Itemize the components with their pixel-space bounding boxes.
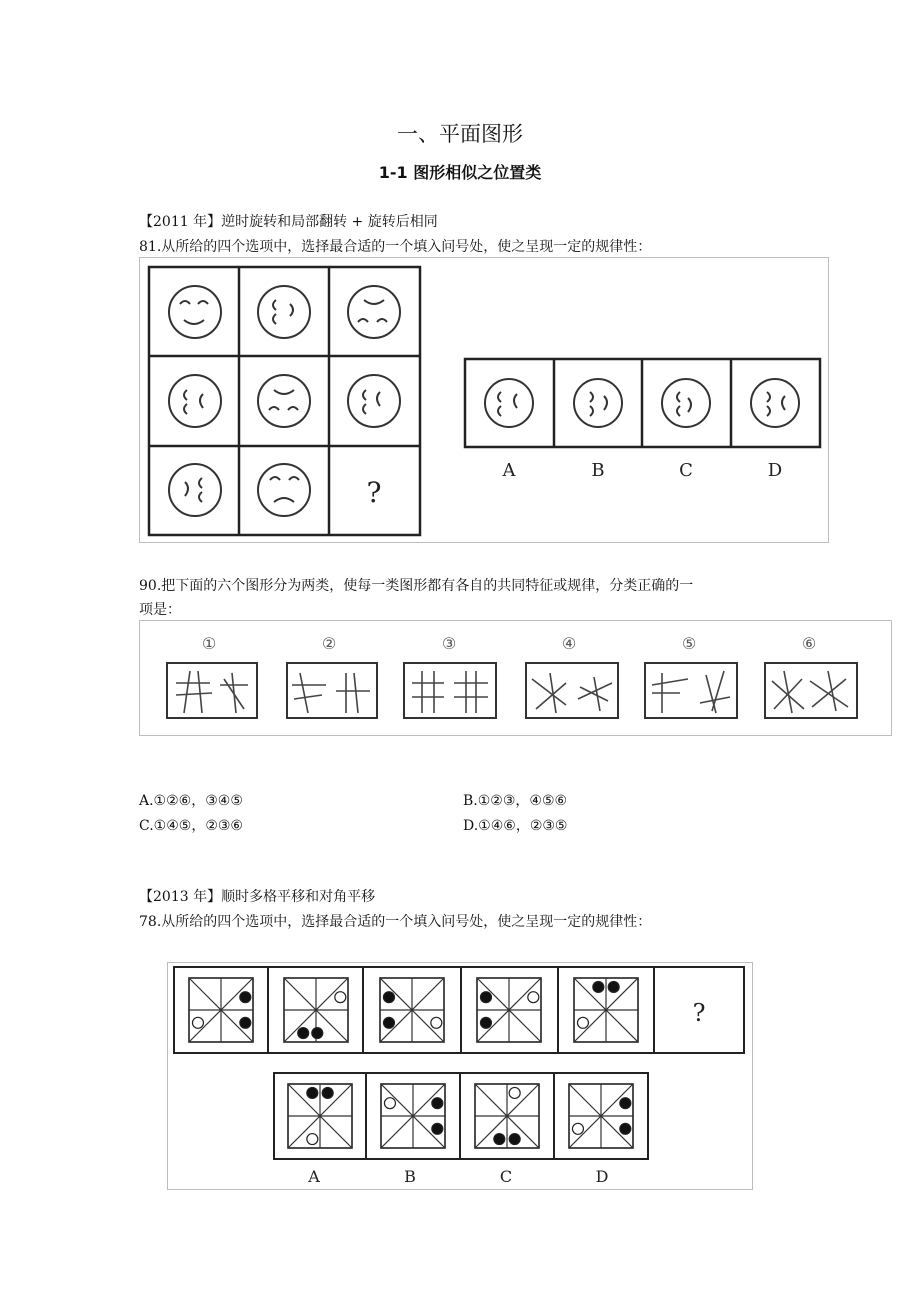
figure-4 [526, 663, 618, 718]
face-frown [258, 375, 310, 427]
face-smile [169, 286, 221, 338]
q81-question-mark: ? [366, 476, 382, 509]
option-b-face[interactable] [574, 379, 622, 427]
q78-label-d: D [595, 1167, 609, 1186]
option-cell[interactable] [475, 1084, 539, 1148]
q78-figure [167, 962, 753, 1190]
q81-label-d: D [767, 460, 783, 481]
face-side [258, 286, 310, 338]
q90-figure [139, 620, 892, 736]
option-d-face[interactable] [751, 379, 799, 427]
face-frown [348, 286, 400, 338]
sequence-cell [380, 978, 444, 1042]
option-cell[interactable] [381, 1084, 445, 1148]
fig-num-6: ⑥ [801, 634, 817, 653]
q90-option-c[interactable]: C.①④⑤，②③⑥ [139, 818, 243, 834]
q81-figure [139, 257, 829, 543]
q78-svg [168, 963, 752, 1189]
question-78-text: 78.从所给的四个选项中，选择最合适的一个填入问号处，使之呈现一定的规律性： [139, 914, 652, 930]
q78-question-mark: ? [692, 999, 706, 1027]
section-subtitle: 1-1 图形相似之位置类 [378, 163, 542, 182]
option-a-face[interactable] [485, 379, 533, 427]
sequence-cell [284, 978, 348, 1042]
figure-6 [765, 663, 857, 718]
q90-option-d[interactable]: D.①④⑥，②③⑤ [463, 818, 568, 834]
question-90-line1: 90.把下面的六个图形分为两类，使每一类图形都有各自的共同特征或规律，分类正确的一 [139, 578, 694, 594]
q78-label-b: B [404, 1167, 416, 1186]
face-side [169, 464, 221, 516]
sequence-cell [189, 978, 253, 1042]
figure-1 [167, 663, 257, 718]
option-cell[interactable] [288, 1084, 352, 1148]
fig-num-4: ④ [561, 634, 577, 653]
face-side [348, 375, 400, 427]
q81-svg [140, 258, 828, 542]
q90-svg [140, 621, 891, 735]
q90-option-a[interactable]: A.①②⑥，③④⑤ [139, 793, 243, 809]
q78-sequence-row [174, 967, 744, 1053]
q81-label-c: C [679, 460, 693, 481]
page-title: 一、平面图形 [397, 122, 523, 146]
figure-3 [404, 663, 496, 718]
option-c-face[interactable] [662, 379, 710, 427]
sequence-cell [574, 978, 638, 1042]
tag-2013: 【2013 年】顺时多格平移和对角平移 [139, 889, 376, 905]
fig-num-3: ③ [441, 634, 457, 653]
q90-option-b[interactable]: B.①②③，④⑤⑥ [463, 793, 568, 809]
fig-num-2: ② [321, 634, 337, 653]
face-frown [258, 464, 310, 516]
question-90-line2: 项是： [139, 602, 181, 618]
question-81-text: 81.从所给的四个选项中，选择最合适的一个填入问号处，使之呈现一定的规律性： [139, 239, 652, 255]
sequence-cell [477, 978, 541, 1042]
face-side [169, 375, 221, 427]
q78-label-c: C [499, 1167, 513, 1186]
q81-label-a: A [502, 460, 516, 481]
fig-num-5: ⑤ [681, 634, 697, 653]
fig-num-1: ① [201, 634, 217, 653]
q78-label-a: A [308, 1167, 320, 1186]
option-cell[interactable] [569, 1084, 633, 1148]
tag-2011: 【2011 年】逆时旋转和局部翻转 + 旋转后相同 [139, 214, 438, 230]
q81-label-b: B [591, 460, 605, 481]
